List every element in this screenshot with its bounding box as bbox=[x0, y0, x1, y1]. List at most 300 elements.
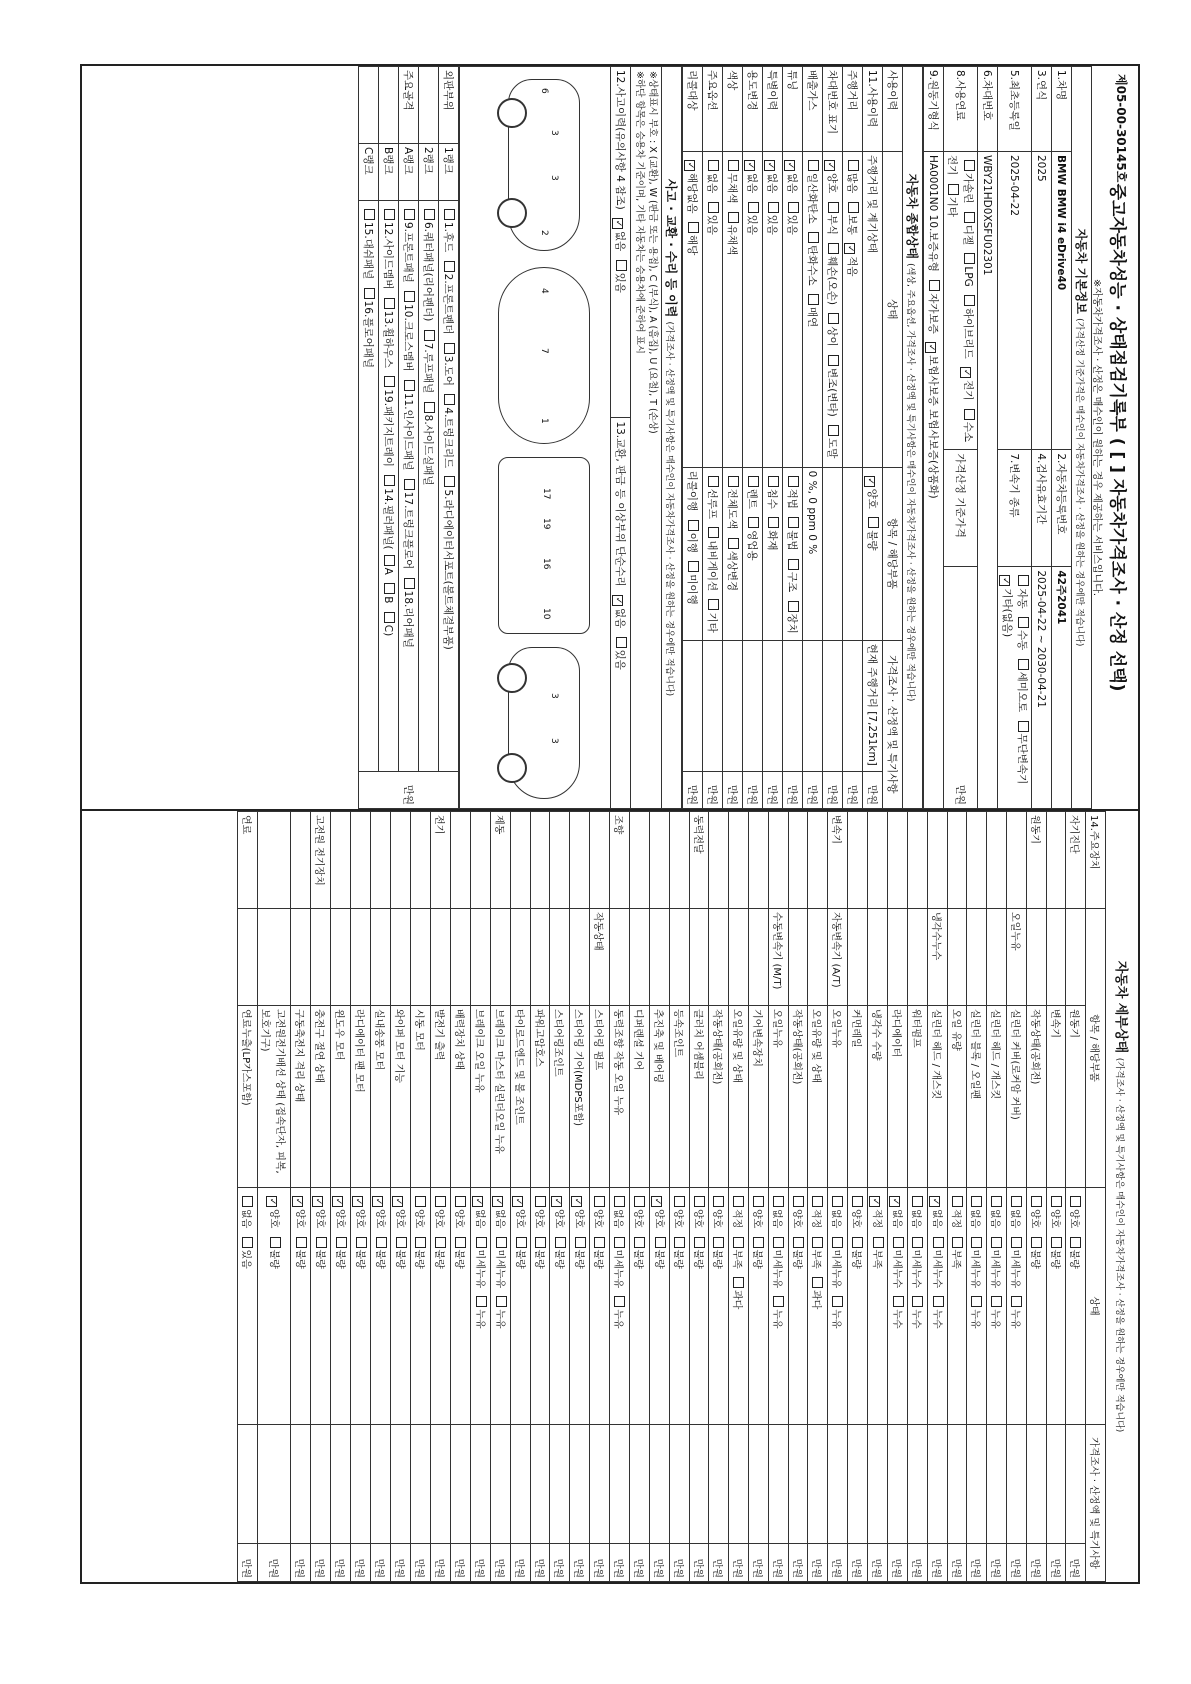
overall-label: 특별이력 bbox=[763, 67, 783, 152]
table-row bbox=[803, 67, 823, 809]
detail-state: 양호 불량 bbox=[530, 1188, 550, 1425]
detail-sub bbox=[729, 909, 749, 1006]
detail-note bbox=[331, 1425, 351, 1544]
detail-unit: 만원 bbox=[530, 1544, 550, 1582]
overall-unit: 만원 bbox=[803, 772, 823, 809]
detail-state: 양호 불량 bbox=[788, 1188, 808, 1425]
overall-detail: 0 %, 0 ppm 0 % bbox=[803, 467, 823, 640]
detail-group: 전기 bbox=[431, 812, 451, 909]
overall-label: 11.사용이력 bbox=[863, 67, 883, 152]
table-row bbox=[630, 812, 650, 1582]
overall-unit: 만원 bbox=[783, 772, 803, 809]
detail-sub bbox=[1066, 909, 1086, 1006]
detail-note bbox=[570, 1425, 590, 1544]
detail-note bbox=[351, 1425, 371, 1544]
detail-item: 냉각수 수량 bbox=[867, 1006, 887, 1188]
detail-state: ✓없음 미세누수 누수 bbox=[927, 1188, 947, 1425]
overall-unit: 만원 bbox=[763, 772, 783, 809]
basic-label: 4.검사유효기간 bbox=[1032, 450, 1052, 567]
parts-group: 외판부위 bbox=[439, 67, 459, 144]
overall-detail: 전체도색 색상변경 bbox=[723, 467, 743, 640]
detail-state: 없음 미세누유 누유 bbox=[768, 1188, 788, 1425]
detail-sub bbox=[630, 909, 650, 1006]
detail-item: 등속조인트 bbox=[669, 1006, 689, 1188]
overall-label: 리콜대상 bbox=[683, 67, 703, 152]
detail-note bbox=[630, 1425, 650, 1544]
detail-item: 실린더 커버(로커암 커버) bbox=[1007, 1006, 1027, 1188]
detail-group bbox=[391, 812, 411, 909]
table-row bbox=[510, 812, 530, 1582]
overall-extra bbox=[723, 640, 743, 771]
detail-sub: 냉각수누수 bbox=[927, 909, 947, 1006]
detail-item: 실내송풍 모터 bbox=[371, 1006, 391, 1188]
detail-group bbox=[907, 812, 927, 909]
detail-group bbox=[1046, 812, 1066, 909]
overall-detail: ✓양호 불량 bbox=[863, 467, 883, 640]
basic-value: 만원 bbox=[944, 567, 978, 809]
detail-table bbox=[237, 811, 1106, 1582]
overall-heading-note: (색상, 주요옵션, 가격조사 · 산정액 및 특기사항은 매수인이 자동차가격조사 · 산정을 원하는 경우에만 적습니다) bbox=[905, 263, 915, 702]
detail-group bbox=[729, 812, 749, 909]
detail-sub bbox=[947, 909, 967, 1006]
detail-item: 작동상태(공회전) bbox=[709, 1006, 729, 1188]
table-row bbox=[291, 812, 311, 1582]
overall-detail bbox=[843, 467, 863, 640]
table-row bbox=[867, 812, 887, 1582]
overall-unit: 만원 bbox=[723, 772, 743, 809]
table-row bbox=[683, 67, 703, 809]
detail-state: 양호 불량 bbox=[848, 1188, 868, 1425]
detail-state: ✓양호 불량 bbox=[258, 1188, 291, 1425]
table-row bbox=[649, 812, 669, 1582]
table-row bbox=[1052, 67, 1072, 809]
table-row bbox=[490, 812, 510, 1582]
overall-unit: 만원 bbox=[863, 772, 883, 809]
detail-heading-wrap bbox=[1106, 811, 1138, 1582]
detail-unit: 만원 bbox=[649, 1544, 669, 1582]
detail-unit: 만원 bbox=[470, 1544, 490, 1582]
detail-unit: 만원 bbox=[570, 1544, 590, 1582]
overall-state: 일산화탄소 탄화수소 매연 bbox=[803, 152, 823, 468]
detail-note bbox=[470, 1425, 490, 1544]
detail-item: 연료누출(LP가스포함) bbox=[238, 1006, 258, 1188]
detail-group bbox=[258, 812, 291, 909]
detail-state: 양호 불량 bbox=[450, 1188, 470, 1425]
detail-note bbox=[258, 1425, 291, 1544]
detail-state: 없음 미세누유 누유 bbox=[610, 1188, 630, 1425]
detail-group: 제동 bbox=[490, 812, 510, 909]
detail-state: 없음 미세누유 누유 bbox=[967, 1188, 987, 1425]
detail-sub bbox=[1046, 909, 1066, 1006]
detail-item: 구동축전지 격리 상태 bbox=[291, 1006, 311, 1188]
table-row bbox=[1007, 812, 1027, 1582]
overall-detail: 침수 화재 bbox=[763, 467, 783, 640]
accident-heading-cell bbox=[662, 67, 682, 809]
table-row bbox=[1032, 67, 1052, 809]
detail-note bbox=[1007, 1425, 1027, 1544]
basic-heading: 자동차 기본정보 bbox=[1074, 228, 1088, 314]
table-row bbox=[439, 67, 459, 809]
col-header: 사용이력 bbox=[883, 67, 903, 152]
table-row bbox=[967, 812, 987, 1582]
detail-state: 양호 불량 bbox=[1046, 1188, 1066, 1425]
detail-state: 양호 불량 bbox=[1026, 1188, 1046, 1425]
parts-group bbox=[359, 67, 379, 144]
detail-group bbox=[808, 812, 828, 909]
detail-group bbox=[371, 812, 391, 909]
detail-sub: 자동변속기 (A/T) bbox=[828, 909, 848, 1006]
detail-group bbox=[649, 812, 669, 909]
detail-state: ✓없음 미세누유 누유 bbox=[470, 1188, 490, 1425]
detail-note bbox=[590, 1425, 610, 1544]
detail-sub bbox=[987, 909, 1007, 1006]
detail-group: 고전원 전기장치 bbox=[311, 812, 331, 909]
detail-unit: 만원 bbox=[371, 1544, 391, 1582]
overall-extra bbox=[783, 640, 803, 771]
overall-unit: 만원 bbox=[703, 772, 723, 809]
table-row bbox=[808, 812, 828, 1582]
accident-notes bbox=[631, 67, 662, 809]
detail-group bbox=[530, 812, 550, 909]
table-row bbox=[848, 812, 868, 1582]
overall-label: 색상 bbox=[723, 67, 743, 152]
detail-note bbox=[689, 1425, 709, 1544]
detail-state: 없음 있음 bbox=[238, 1188, 258, 1425]
detail-group bbox=[331, 812, 351, 909]
col-header: 가격조사 · 산정액 및 특기사항 bbox=[883, 640, 903, 808]
detail-state: 양호 불량 bbox=[431, 1188, 451, 1425]
detail-state: 없음 미세누유 누유 bbox=[987, 1188, 1007, 1425]
table-row bbox=[379, 67, 399, 809]
basic-label: 8.사용연료 bbox=[944, 67, 978, 152]
accident-note: ※상태표시 부호 : X (교환), W (판금 또는 용접), C (부식), A (흠집), U (요철), T (손상) bbox=[647, 71, 658, 434]
table-row bbox=[863, 67, 883, 809]
detail-state: ✓양호 불량 bbox=[371, 1188, 391, 1425]
detail-note bbox=[749, 1425, 769, 1544]
detail-sub bbox=[649, 909, 669, 1006]
overall-label: 배출가스 bbox=[803, 67, 823, 152]
detail-state: ✓양호 불량 bbox=[391, 1188, 411, 1425]
detail-state: ✓없음 미세누수 누수 bbox=[887, 1188, 907, 1425]
detail-unit: 만원 bbox=[610, 1544, 630, 1582]
overall-detail: 선루프 내비게이션 기타 bbox=[703, 467, 723, 640]
table-row bbox=[669, 812, 689, 1582]
detail-group bbox=[768, 812, 788, 909]
table-row bbox=[530, 812, 550, 1582]
parts-items: 15.대쉬패널 16.플로어패널 bbox=[359, 201, 379, 772]
detail-state: ✓양호 불량 bbox=[291, 1188, 311, 1425]
detail-unit: 만원 bbox=[788, 1544, 808, 1582]
overall-extra bbox=[743, 640, 763, 771]
detail-unit: 만원 bbox=[630, 1544, 650, 1582]
detail-unit: 만원 bbox=[1066, 1544, 1086, 1582]
table-row bbox=[763, 67, 783, 809]
detail-item: 스티어링 펌프 bbox=[590, 1006, 610, 1188]
table-row bbox=[419, 67, 439, 809]
table-row bbox=[371, 812, 391, 1582]
detail-unit: 만원 bbox=[887, 1544, 907, 1582]
overall-heading-cell bbox=[903, 67, 923, 809]
detail-group: 변속기 bbox=[828, 812, 848, 909]
detail-state: ✓적정 부족 bbox=[867, 1188, 887, 1425]
col-header: 상태 bbox=[883, 152, 903, 468]
detail-group: 동력전달 bbox=[689, 812, 709, 909]
detail-unit: 만원 bbox=[450, 1544, 470, 1582]
detail-unit: 만원 bbox=[550, 1544, 570, 1582]
detail-item: 충전구 절연 상태 bbox=[311, 1006, 331, 1188]
detail-unit: 만원 bbox=[1026, 1544, 1046, 1582]
overall-extra bbox=[703, 640, 723, 771]
detail-state: 양호 불량 bbox=[709, 1188, 729, 1425]
detail-group bbox=[630, 812, 650, 909]
detail-note bbox=[867, 1425, 887, 1544]
detail-item: 스티어링조인트 bbox=[550, 1006, 570, 1188]
parts-unit: 만원 bbox=[359, 772, 459, 809]
page-title: 중고자동차성능 · 상태점검기록부 ( [ ] 자동차가격조사 · 산정 선택) bbox=[1107, 183, 1127, 692]
overall-unit: 만원 bbox=[743, 772, 763, 809]
detail-note bbox=[610, 1425, 630, 1544]
detail-note bbox=[371, 1425, 391, 1544]
overall-label: 차대번호 표기 bbox=[823, 67, 843, 152]
detail-note bbox=[768, 1425, 788, 1544]
detail-unit: 만원 bbox=[867, 1544, 887, 1582]
table-row bbox=[611, 67, 631, 809]
table-row bbox=[947, 812, 967, 1582]
overall-label: 주행거리 bbox=[843, 67, 863, 152]
detail-group bbox=[987, 812, 1007, 909]
detail-note bbox=[729, 1425, 749, 1544]
detail-note bbox=[530, 1425, 550, 1544]
detail-unit: 만원 bbox=[311, 1544, 331, 1582]
page-subtitle: ※자동차가격조사 · 산정은 매수인이 원하는 경우 제공하는 서비스입니다. bbox=[1091, 278, 1102, 597]
detail-unit: 만원 bbox=[490, 1544, 510, 1582]
overall-state-table bbox=[682, 66, 923, 809]
detail-group bbox=[450, 812, 470, 909]
detail-group bbox=[411, 812, 431, 909]
detail-note bbox=[887, 1425, 907, 1544]
parts-rank: 2랭크 bbox=[419, 144, 439, 201]
table-row bbox=[768, 812, 788, 1582]
detail-group bbox=[550, 812, 570, 909]
overall-state: ✓없음 있음 bbox=[743, 152, 763, 468]
detail-sub bbox=[311, 909, 331, 1006]
detail-sub bbox=[510, 909, 530, 1006]
detail-group bbox=[788, 812, 808, 909]
table-row bbox=[987, 812, 1007, 1582]
overall-state: ✓해당없음 해당 bbox=[683, 152, 703, 468]
table-row bbox=[729, 812, 749, 1582]
detail-sub bbox=[1026, 909, 1046, 1006]
detail-unit: 만원 bbox=[749, 1544, 769, 1582]
detail-group bbox=[927, 812, 947, 909]
detail-group: 조향 bbox=[610, 812, 630, 909]
table-header-row bbox=[883, 67, 903, 809]
inspection-record-sheet bbox=[80, 64, 1140, 1584]
detail-sub: 작동상태 bbox=[590, 909, 610, 1006]
detail-sub bbox=[391, 909, 411, 1006]
detail-state: ✓양호 불량 bbox=[331, 1188, 351, 1425]
parts-rank: C랭크 bbox=[359, 144, 379, 201]
detail-unit: 만원 bbox=[848, 1544, 868, 1582]
detail-item: 시동 모터 bbox=[411, 1006, 431, 1188]
detail-item: 브레이크 마스터 실린더오일 누유 bbox=[490, 1006, 510, 1188]
detail-note bbox=[291, 1425, 311, 1544]
detail-unit: 만원 bbox=[238, 1544, 258, 1582]
detail-unit: 만원 bbox=[391, 1544, 411, 1582]
detail-sub bbox=[907, 909, 927, 1006]
overall-detail: 리콜이행 이행 미이행 bbox=[683, 467, 703, 640]
detail-item: 오일 유량 bbox=[947, 1006, 967, 1188]
overall-detail bbox=[823, 467, 843, 640]
wheel-icon bbox=[497, 98, 527, 128]
doc-number: 제05-00-30145호 bbox=[1114, 74, 1128, 183]
detail-state: 적정 부족 과다 bbox=[808, 1188, 828, 1425]
table-row bbox=[331, 812, 351, 1582]
table-row bbox=[828, 812, 848, 1582]
basic-label: 3.연식 bbox=[1032, 67, 1052, 152]
overall-extra bbox=[683, 640, 703, 771]
parts-items: 9.프론트패널 10.크로스멤버 11.인사이드패널 17.트렁크플로어 18.리어패널 bbox=[399, 201, 419, 772]
car-diagrams bbox=[459, 66, 610, 809]
basic-value: WBY21HD0XSFU02301 bbox=[978, 152, 998, 809]
detail-item: 타이로드엔드 및 볼 조인트 bbox=[510, 1006, 530, 1188]
detail-state: 없음 미세누수 누수 bbox=[907, 1188, 927, 1425]
table-row bbox=[399, 67, 419, 809]
detail-group bbox=[669, 812, 689, 909]
parts-items: 6.쿼터패널(리어펜더) 7.루프패널 8.사이드실패널 bbox=[419, 201, 439, 772]
detail-sub bbox=[808, 909, 828, 1006]
detail-unit: 만원 bbox=[291, 1544, 311, 1582]
table-row bbox=[823, 67, 843, 809]
detail-item: 파워고압호스 bbox=[530, 1006, 550, 1188]
table-row bbox=[450, 812, 470, 1582]
detail-group: 원동기 bbox=[1026, 812, 1046, 909]
detail-group bbox=[848, 812, 868, 909]
table-row bbox=[907, 812, 927, 1582]
basic-label: 5.최초등록일 bbox=[998, 67, 1032, 152]
table-row bbox=[351, 812, 371, 1582]
detail-note bbox=[450, 1425, 470, 1544]
detail-group bbox=[887, 812, 907, 909]
left-panel bbox=[82, 66, 1138, 811]
detail-note bbox=[238, 1425, 258, 1544]
detail-state: ✓양호 불량 bbox=[510, 1188, 530, 1425]
detail-unit: 만원 bbox=[669, 1544, 689, 1582]
detail-note bbox=[947, 1425, 967, 1544]
detail-sub bbox=[887, 909, 907, 1006]
parts-rank: A랭크 bbox=[399, 144, 419, 201]
table-row bbox=[550, 812, 570, 1582]
detail-item: 오일누유 bbox=[828, 1006, 848, 1188]
table-row bbox=[978, 67, 998, 809]
col-header: 가격조사 · 산정액 및 특기사항 bbox=[1086, 1425, 1106, 1582]
detail-unit: 만원 bbox=[431, 1544, 451, 1582]
detail-note bbox=[709, 1425, 729, 1544]
detail-unit: 만원 bbox=[768, 1544, 788, 1582]
detail-unit: 만원 bbox=[1007, 1544, 1027, 1582]
right-panel bbox=[82, 811, 1138, 1582]
table-row bbox=[723, 67, 743, 809]
detail-state: ✓양호 불량 bbox=[351, 1188, 371, 1425]
detail-note bbox=[1066, 1425, 1086, 1544]
table-row bbox=[258, 812, 291, 1582]
detail-sub bbox=[371, 909, 391, 1006]
detail-sub bbox=[331, 909, 351, 1006]
detail-item: 실린더 헤드 / 개스킷 bbox=[927, 1006, 947, 1188]
car-side-right-diagram: 3 3 bbox=[508, 647, 580, 799]
detail-item: 실린더 헤드 / 개스킷 bbox=[987, 1006, 1007, 1188]
detail-note bbox=[788, 1425, 808, 1544]
detail-note bbox=[808, 1425, 828, 1544]
detail-note bbox=[311, 1425, 331, 1544]
overall-extra: 현재 주행거리 [7,251km] bbox=[863, 640, 883, 771]
detail-item: 오일유량 및 상태 bbox=[808, 1006, 828, 1188]
basic-heading-note: (가격산정 기준가격은 매수인이 자동차가격조사 · 산정을 원하는 경우에만 적습니다) bbox=[1074, 318, 1084, 647]
detail-sub bbox=[570, 909, 590, 1006]
wheel-icon bbox=[497, 663, 527, 693]
detail-note bbox=[391, 1425, 411, 1544]
detail-group bbox=[510, 812, 530, 909]
detail-state: 양호 불량 bbox=[749, 1188, 769, 1425]
detail-sub bbox=[490, 909, 510, 1006]
basic-heading-cell bbox=[1072, 67, 1092, 809]
table-row bbox=[391, 812, 411, 1582]
col-header: 상태 bbox=[1086, 1188, 1106, 1425]
detail-item: 라디에이터 bbox=[887, 1006, 907, 1188]
detail-unit: 만원 bbox=[729, 1544, 749, 1582]
car-side-left-diagram: 3 3 6 2 bbox=[508, 79, 580, 251]
table-row bbox=[411, 812, 431, 1582]
detail-group: 연료 bbox=[238, 812, 258, 909]
detail-item: 윈도우 모터 bbox=[331, 1006, 351, 1188]
accident-row13: 13.교환, 판금 등 이상부위 단순수리 ✓없음 있음 bbox=[611, 418, 631, 809]
overall-extra bbox=[803, 640, 823, 771]
basic-label: 가격산정 기준가격 bbox=[944, 450, 978, 567]
detail-sub bbox=[530, 909, 550, 1006]
detail-item: 브레이크 오일 누유 bbox=[470, 1006, 490, 1188]
overall-label: 주요옵션 bbox=[703, 67, 723, 152]
detail-state: 적정 부족 bbox=[947, 1188, 967, 1425]
detail-note bbox=[848, 1425, 868, 1544]
detail-item: 오일누유 bbox=[768, 1006, 788, 1188]
basic-info-table bbox=[923, 66, 1092, 809]
detail-sub bbox=[669, 909, 689, 1006]
parts-rank: B랭크 bbox=[379, 144, 399, 201]
table-row bbox=[783, 67, 803, 809]
basic-value: 2025-04-22 ~ 2030-04-21 bbox=[1032, 567, 1052, 809]
table-row bbox=[743, 67, 763, 809]
detail-item: 배력장치 상태 bbox=[450, 1006, 470, 1188]
detail-state: 양호 불량 bbox=[669, 1188, 689, 1425]
basic-value: 2025-04-22 bbox=[998, 152, 1032, 450]
table-row bbox=[924, 67, 944, 809]
detail-sub bbox=[709, 909, 729, 1006]
overall-state: ✓없음 있음 bbox=[763, 152, 783, 468]
detail-item: 발전기 출력 bbox=[431, 1006, 451, 1188]
detail-group bbox=[967, 812, 987, 909]
detail-sub bbox=[431, 909, 451, 1006]
detail-state: 없음 미세누유 누유 bbox=[828, 1188, 848, 1425]
basic-value: 42주2041 bbox=[1052, 567, 1072, 809]
detail-group bbox=[351, 812, 371, 909]
accident-note: ※하단 항목은 승용차 기준이며, 기타 자동차는 승용차에 준하여 표시 bbox=[634, 71, 645, 354]
detail-note bbox=[510, 1425, 530, 1544]
detail-unit: 만원 bbox=[987, 1544, 1007, 1582]
detail-sub bbox=[351, 909, 371, 1006]
parts-group: 주요골격 bbox=[399, 67, 419, 144]
detail-unit: 만원 bbox=[258, 1544, 291, 1582]
table-row bbox=[1066, 812, 1086, 1582]
